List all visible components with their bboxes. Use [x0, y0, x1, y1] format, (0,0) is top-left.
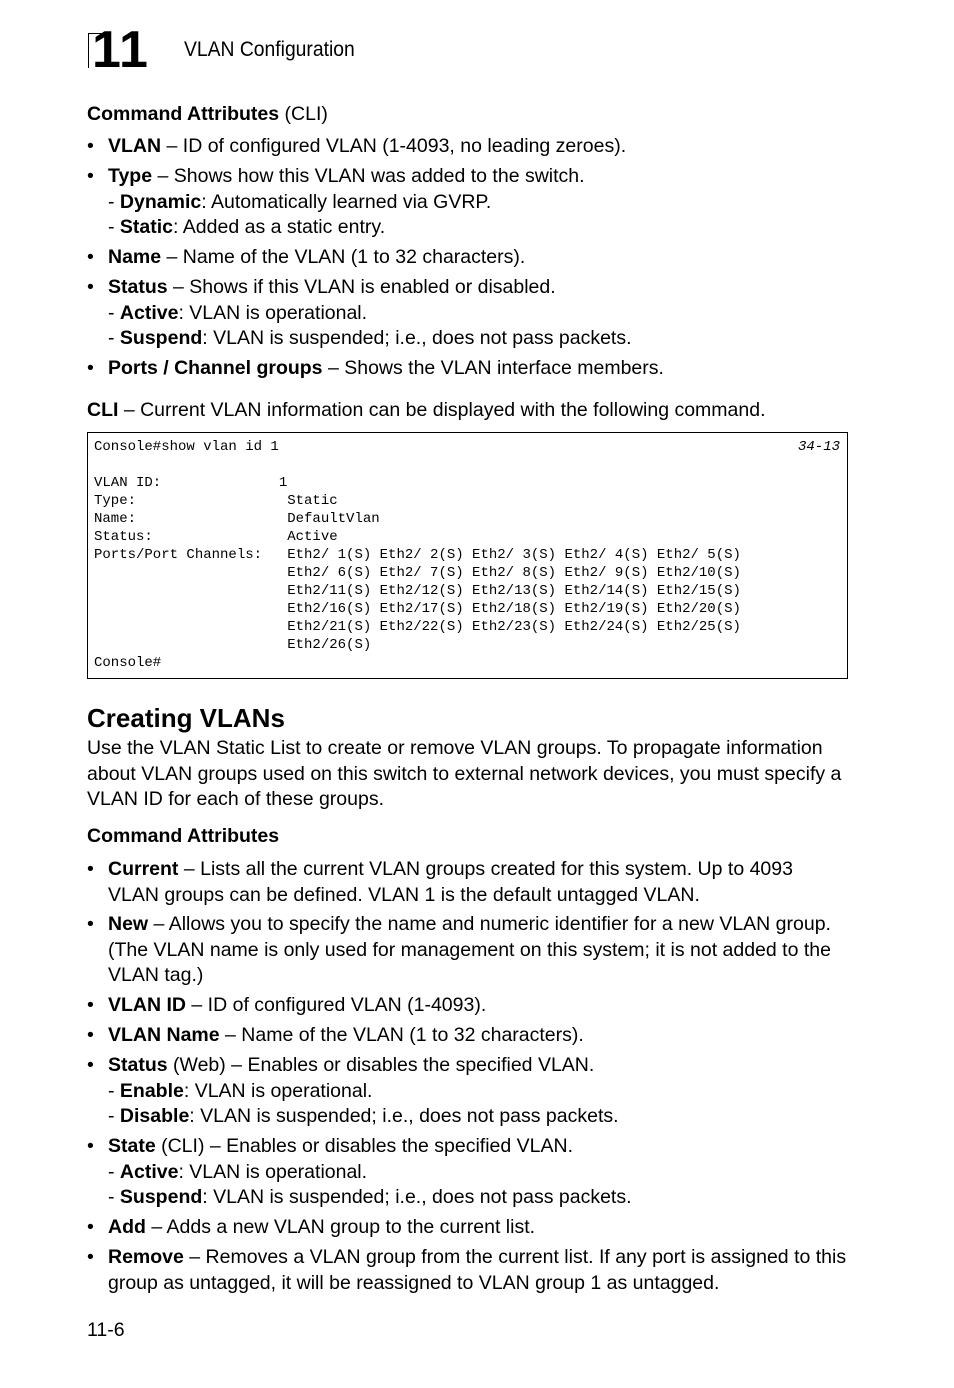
- section1-title: Command Attributes (CLI): [87, 103, 328, 125]
- command-reference: 34-13: [797, 439, 840, 455]
- cli-paragraph: CLI – Current VLAN information can be displayed with the following command.: [87, 399, 766, 421]
- console-output: Console#show vlan id 1 VLAN ID: 1 Type: Static Name: DefaultVlan Status: Active Ports/Port Channels: Eth2/ 1(S) Eth2/ 2(S) Eth2/ 3(S) Eth2/ 4(S) Eth2/ 5(S) Eth2/ 6(S) Eth2/ 7(S) Eth2/ 8(S) Eth2/ 9(S) Eth2/10(S) Eth2/11(S) Eth2/12(S) Eth2/13(S) Eth2/14(S) Eth2/15(S) Eth2/16(S) Eth2/17(S) Eth2/18(S) Eth2/19(S) Eth2/20(S) Eth2/21(S) Eth2/22(S) Eth2/23(S) Eth2/24(S) Eth2/25(S) Eth2/26(S) Console#: [94, 439, 741, 671]
- section-heading: Creating VLANs: [87, 703, 285, 733]
- section2-attributes-title: Command Attributes: [87, 825, 280, 847]
- console-output-box: [87, 432, 848, 679]
- intro-paragraph: Use the VLAN Static List to create or remove VLAN groups. To propagate information about VLAN groups used on this switch to external network devices, you must specify a VLAN ID for each of these groups.: [87, 737, 842, 810]
- chapter-number: 11: [92, 21, 149, 79]
- page-number: 11-6: [87, 1319, 125, 1341]
- chapter-title: VLAN Configuration: [184, 38, 355, 61]
